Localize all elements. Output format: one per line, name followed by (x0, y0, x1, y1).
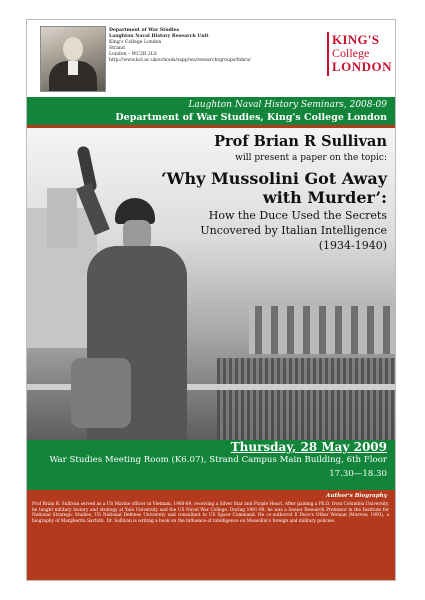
seminar-poster (26, 19, 396, 581)
dept-line: Department of War Studies (109, 28, 180, 33)
logo-line: KING'S (332, 32, 380, 47)
seminar-series: Laughton Naval History Seminars, 2008-09 (188, 100, 387, 110)
kings-college-logo (327, 32, 393, 76)
talk-subtitle-line: (1934-1940) (318, 239, 387, 252)
talk-subtitle-line: Uncovered by Italian Intelligence (200, 224, 387, 237)
department-address (109, 28, 279, 64)
event-date: Thursday, 28 May 2009 (230, 440, 387, 454)
talk-title-line: ‘Why Mussolini Got Away (160, 169, 387, 188)
dept-line: King's College London (109, 40, 162, 45)
talk-title-line: with Murder’: (262, 188, 387, 207)
seminar-banner (27, 97, 395, 125)
department-name: Department of War Studies, King's College London (115, 112, 387, 123)
logo-line: LONDON (332, 59, 393, 74)
dept-line: Laughton Naval History Research Unit (109, 34, 209, 39)
event-time: 17.30—18.30 (329, 469, 387, 479)
event-venue: War Studies Meeting Room (K6.07), Strand Campus Main Building, 6th Floor (49, 455, 387, 465)
speaker-name: Prof Brian R Sullivan (214, 133, 387, 150)
presentation-intro: will present a paper on the topic: (235, 153, 387, 163)
talk-subtitle-line: How the Duce Used the Secrets (208, 209, 387, 222)
bio-text: Prof Brian R. Sullivan served as a US Marine officer in Vietnam, 1968-69, receiving a Silver Star and Purple Heart. After gaining a Ph.D. from Columbia University, he taught military history and strategy at Yale University and the US Naval War College. During 1991-98, he was a Senior Research Professor in the Institute for National Strategic Studies, US National Defense University and consultant to US Space Command. He co-authored Il Duce's Other Woman (Morrow, 1993), a biography of Margherita Sarfatti. Dr. Sullivan is writing a book on the influence of intelligence on Mussolini's foreign and military policies. (32, 502, 389, 524)
dept-line: Strand (109, 46, 125, 51)
portrait-photo (40, 26, 106, 92)
venue-bar (27, 454, 395, 490)
author-biography (27, 490, 395, 580)
date-bar (27, 440, 395, 454)
bio-heading: Author's Biography (326, 493, 387, 499)
logo-line: College (332, 46, 370, 60)
dept-line: London – WC2R 2LS (109, 52, 157, 57)
dept-url-link[interactable]: http://www.kcl.ac.uk/schools/sspp/ws/research/groups/lnhru/ (109, 58, 251, 63)
